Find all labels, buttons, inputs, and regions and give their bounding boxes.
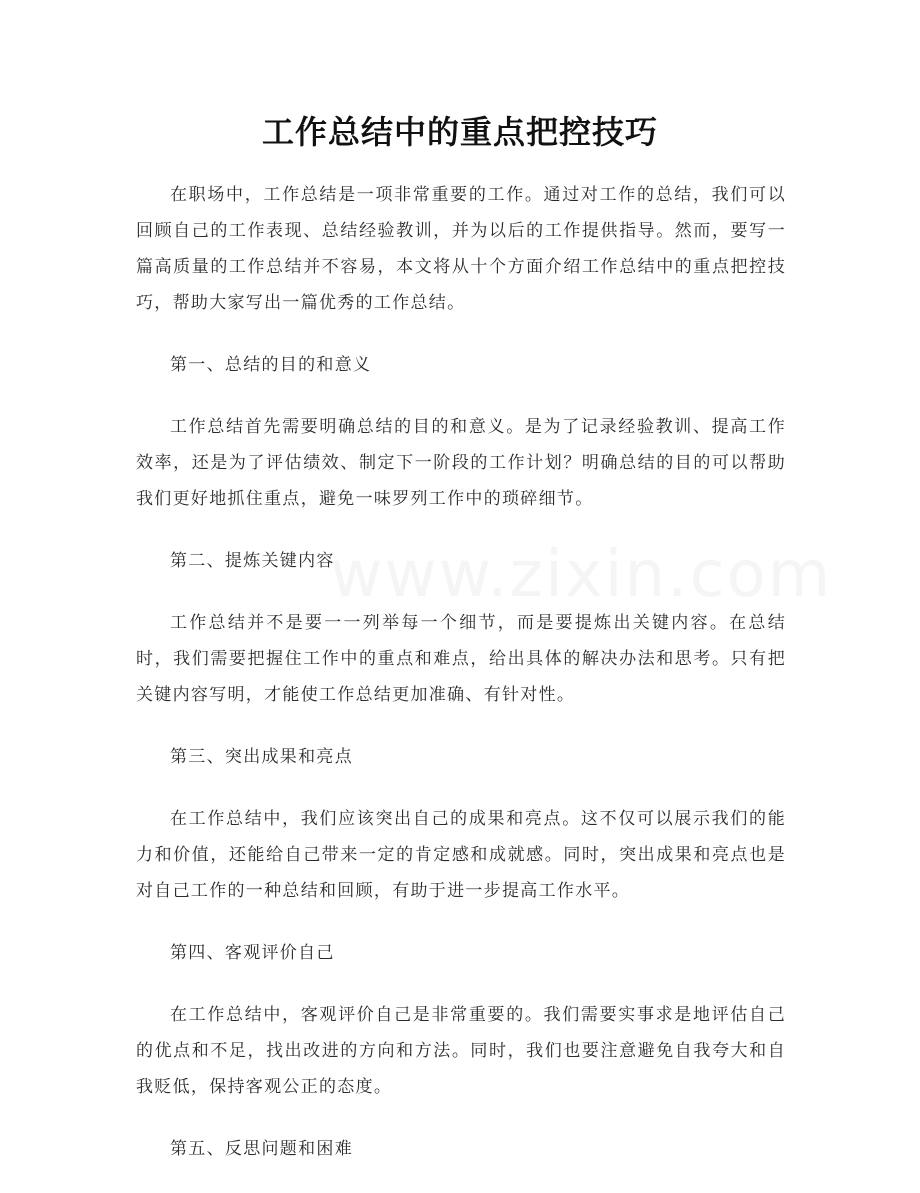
- section-paragraph-3: 在工作总结中，我们应该突出自己的成果和亮点。这不仅可以展示我们的能力和价值，还能给自己带来一定的肯定感和成就感。同时，突出成果和亮点也是对自己工作的一种总结和回顾，有助于进一步提高工作水平。: [136, 809, 786, 901]
- section-heading-3: 第三、突出成果和亮点: [170, 747, 353, 767]
- section-heading-5: 第五、反思问题和困难: [170, 1139, 353, 1159]
- section-heading-1: 第一、总结的目的和意义: [170, 355, 372, 375]
- section-paragraph-1: 工作总结首先需要明确总结的目的和意义。是为了记录经验教训、提高工作效率，还是为了评估绩效、制定下一阶段的工作计划？明确总结的目的可以帮助我们更好地抓住重点，避免一味罗列工作中的琐碎细节。: [136, 417, 786, 509]
- intro-paragraph: 在职场中，工作总结是一项非常重要的工作。通过对工作的总结，我们可以回顾自己的工作表现、总结经验教训，并为以后的工作提供指导。然而，要写一篇高质量的工作总结并不容易，本文将从十个方面介绍工作总结中的重点把控技巧，帮助大家写出一篇优秀的工作总结。: [136, 185, 786, 313]
- section-paragraph-4: 在工作总结中，客观评价自己是非常重要的。我们需要实事求是地评估自己的优点和不足，找出改进的方向和方法。同时，我们也要注意避免自我夸大和自我贬低，保持客观公正的态度。: [136, 1005, 786, 1097]
- watermark: www.zixin.com: [330, 538, 833, 612]
- document-body: [136, 177, 786, 1193]
- section-paragraph-2: 工作总结并不是要一一列举每一个细节，而是要提炼出关键内容。在总结时，我们需要把握住工作中的重点和难点，给出具体的解决办法和思考。只有把关键内容写明，才能使工作总结更加准确、有针对性。: [136, 613, 786, 705]
- section-heading-2: 第二、提炼关键内容: [170, 551, 335, 571]
- document-title: 工作总结中的重点把控技巧: [261, 113, 658, 151]
- section-heading-4: 第四、客观评价自己: [170, 943, 335, 963]
